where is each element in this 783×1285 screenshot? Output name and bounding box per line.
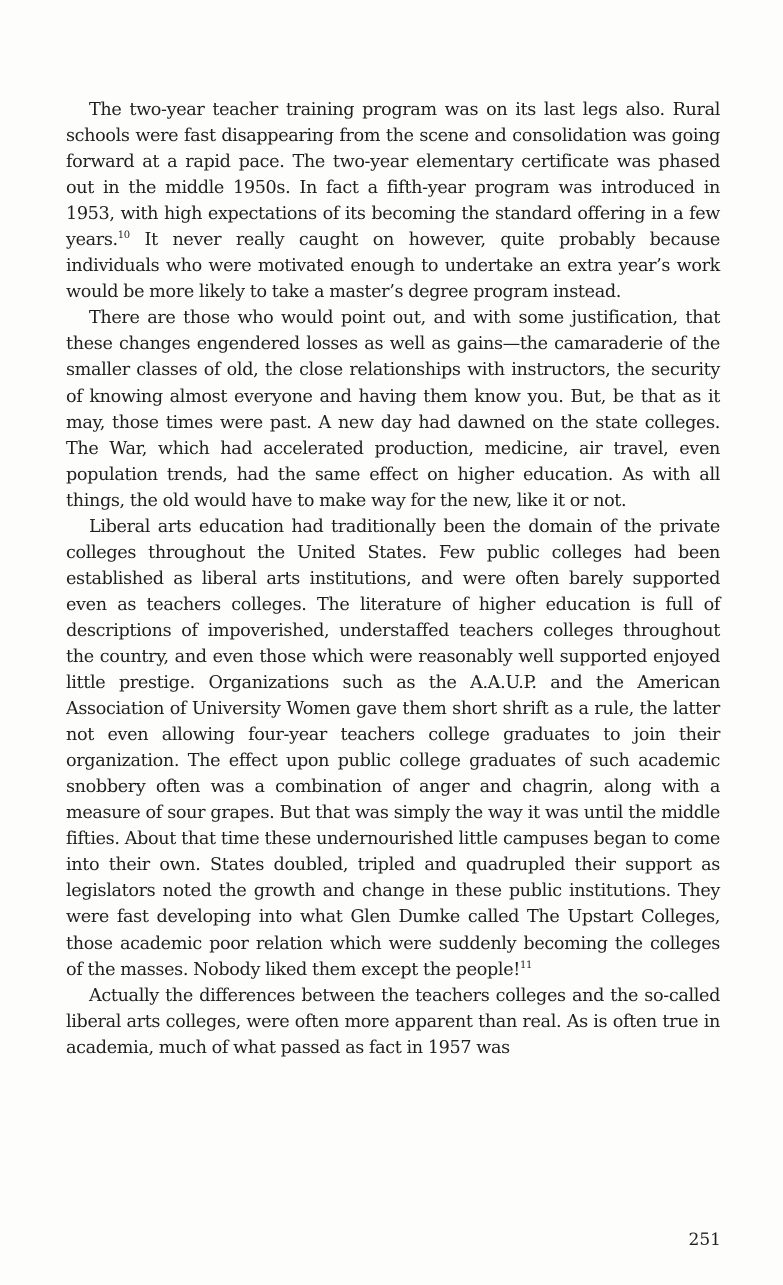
paragraph-text: Actually the differences between the teachers colleges and the so-called liberal arts colleges, were often more apparent than real. As is often true in academia, much of what passed as fact in 1957 was — [66, 985, 720, 1058]
paragraph-liberal-arts — [66, 514, 720, 983]
paragraph-text: There are those who would point out, and with some justification, that these changes engendered losses as well as gains—the camaraderie of the smaller classes of old, the close relationships with instructors, the security of knowing almost everyone and having them know you. But, be that as it may, those times were past. A new day had dawned on the state colleges. The War, which had accelerated production, medicine, air travel, even population trends, had the same effect on higher education. As with all things, the old would have to make way for the new, like it or not. — [66, 308, 720, 511]
paragraph-differences — [66, 983, 720, 1061]
paragraph-text: Liberal arts education had traditionally been the domain of the private colleges throughout the United States. Few public colleges had been established as liberal arts institutions, and were often barely supported even as teachers colleges. The literature of higher education is full of descriptions of impoverished, understaffed teachers colleges throughout the country, and even those which were reasonably well supported enjoyed little prestige. Organizations such as the A.A.U.P. and the American Association of University Women gave them short shrift as a rule, the latter not even allowing four-year teachers college graduates to join their organization. The effect upon public college graduates of such academic snobbery often was a combination of anger and chagrin, along with a measure of sour grapes. But that was simply the way it was until the middle fifties. About that time these undernourished little campuses began to come into their own. States doubled, tripled and quadrupled their support as legislators noted the growth and change in these public institutions. They were fast developing into what Glen Dumke called The Upstart Colleges, those academic poor relation which were suddenly becoming the colleges of the masses. Nobody liked them except the people! — [66, 516, 720, 980]
footnote-marker-11: 11 — [519, 959, 533, 971]
footnote-marker-10: 10 — [117, 230, 130, 242]
page-number: 251 — [688, 1230, 721, 1250]
paragraph-text: The two-year teacher training program was on its last legs also. Rural schools were fast disappearing from the scene and consolidation was going forward at a rapid pace. The two-year elementary certificate was phased out in the middle 1950s. In fact a fifth-year program was introduced in 1953, with high expectations of its becoming the standard offering in a few years. — [66, 100, 720, 251]
body-text — [66, 97, 720, 1061]
paragraph-text-continued: It never really caught on however, quite probably because individuals who were motivated enough to undertake an extra year’s work would be more likely to take a master’s degree program instead. — [66, 230, 720, 303]
paragraph-losses-and-gains — [66, 305, 720, 513]
paragraph-teacher-training — [66, 97, 720, 305]
